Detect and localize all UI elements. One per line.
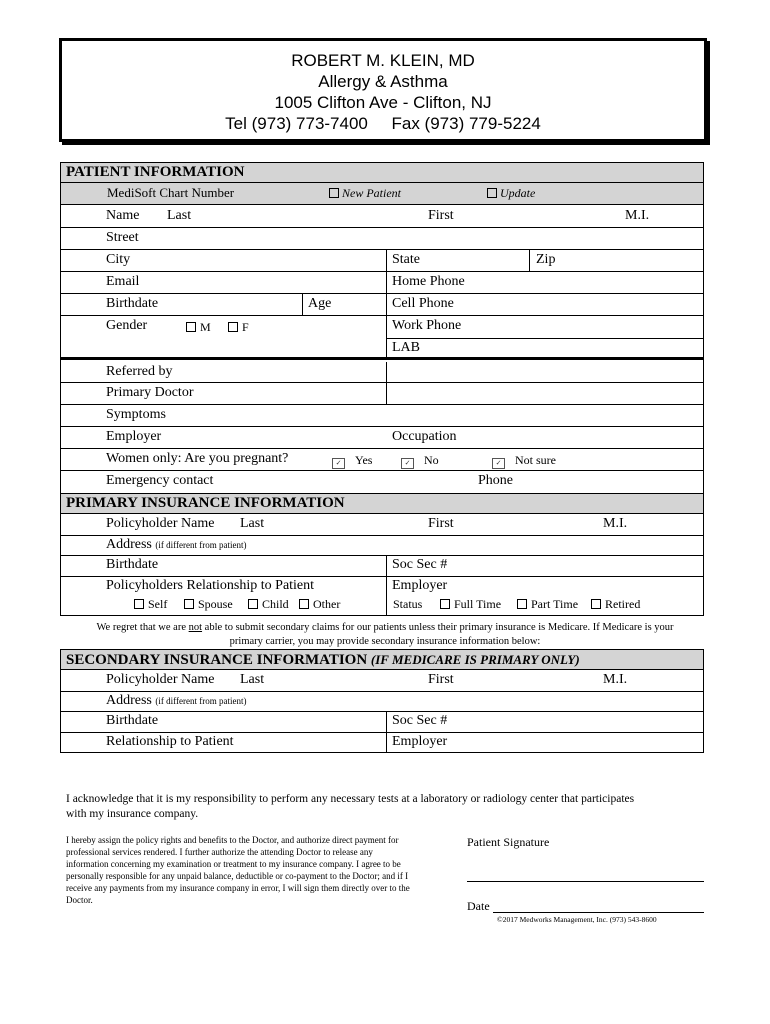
- symptoms-row[interactable]: [60, 405, 704, 427]
- secondary-birthdate-row[interactable]: [60, 712, 704, 733]
- retired-option[interactable]: Retired: [591, 597, 640, 612]
- cell-phone-label: Cell Phone: [392, 296, 454, 311]
- pregnant-row[interactable]: [60, 449, 704, 471]
- child-option[interactable]: Child: [248, 597, 289, 612]
- emergency-row[interactable]: [60, 471, 704, 493]
- checkbox-icon[interactable]: ✓: [492, 458, 505, 469]
- zip-label: Zip: [536, 252, 556, 267]
- gender-m-checkbox[interactable]: [186, 322, 196, 332]
- pregnant-yes-option[interactable]: ✓ Yes: [332, 453, 372, 469]
- part-time-checkbox[interactable]: [517, 599, 527, 609]
- employer-label: Employer: [392, 734, 448, 749]
- mi-label: M.I.: [625, 208, 650, 223]
- spouse-option[interactable]: Spouse: [184, 597, 233, 612]
- patient-section-title: PATIENT INFORMATION: [60, 162, 704, 183]
- lab-row[interactable]: [60, 338, 704, 360]
- referred-row[interactable]: [60, 362, 704, 383]
- work-phone-label: Work Phone: [392, 318, 462, 333]
- city-label: City: [106, 252, 131, 267]
- employer-label: Employer: [106, 429, 162, 444]
- spouse-checkbox[interactable]: [184, 599, 194, 609]
- emergency-contact-label: Emergency contact: [106, 473, 214, 488]
- status-label: Status: [393, 597, 423, 611]
- child-checkbox[interactable]: [248, 599, 258, 609]
- referred-by-label: Referred by: [106, 364, 173, 379]
- address-label: Address (if different from patient): [106, 537, 247, 552]
- assignment-text: I hereby assign the policy rights and benefits to the Doctor, and authorize direct payment for professional services rendered. I further authorize the attending Doctor to release any information concerning my examination or treatment to my insurance company. I agree to be personally responsible for any unpaid balance, deductible or co-payment to the Doctor; and if I receive any payments from my insurance company in error, I will sign them directly over to the Doctor.: [66, 835, 410, 905]
- checkbox-icon[interactable]: ✓: [401, 458, 414, 469]
- mi-label: M.I.: [603, 516, 628, 531]
- symptoms-label: Symptoms: [106, 407, 166, 422]
- primary-doctor-row[interactable]: [60, 383, 704, 405]
- email-row[interactable]: [60, 272, 704, 294]
- policyholder-label: Policyholder Name: [106, 516, 215, 531]
- first-label: First: [428, 672, 454, 687]
- date-label: Date: [467, 899, 490, 913]
- birthdate-label: Birthdate: [106, 296, 159, 311]
- gender-label: Gender: [106, 318, 148, 333]
- secondary-address-row[interactable]: [60, 692, 704, 712]
- date-line[interactable]: [493, 912, 704, 913]
- first-label: First: [428, 208, 454, 223]
- chart-number-bar: [60, 183, 704, 205]
- relationship-label: Relationship to Patient: [106, 734, 234, 749]
- gender-m-option[interactable]: M: [186, 320, 211, 335]
- soc-sec-label: Soc Sec #: [392, 713, 448, 728]
- update-checkbox[interactable]: [487, 188, 497, 198]
- doctor-name: ROBERT M. KLEIN, MD: [291, 51, 475, 70]
- primary-policyholder-row[interactable]: [60, 514, 704, 536]
- acknowledge-text: I acknowledge that it is my responsibility to perform any necessary tests at a laboratory or radiology center that participates with my insurance company.: [66, 793, 635, 820]
- new-patient-option[interactable]: New Patient: [329, 183, 401, 203]
- primary-address-row[interactable]: [60, 536, 704, 556]
- pregnant-label: Women only: Are you pregnant?: [106, 451, 289, 466]
- self-checkbox[interactable]: [134, 599, 144, 609]
- secondary-relationship-row[interactable]: [60, 733, 704, 753]
- self-option[interactable]: Self: [134, 597, 167, 612]
- last-label: Last: [167, 208, 192, 223]
- other-option[interactable]: Other: [299, 597, 340, 612]
- birthdate-row[interactable]: [60, 294, 704, 316]
- contact-numbers: Tel (973) 773-7400 Fax (973) 779-5224: [225, 114, 541, 133]
- name-row[interactable]: [60, 206, 704, 228]
- birthdate-label: Birthdate: [106, 713, 159, 728]
- last-label: Last: [240, 672, 265, 687]
- update-option[interactable]: Update: [487, 183, 535, 203]
- secondary-insurance-title: SECONDARY INSURANCE INFORMATION (IF MEDICARE IS PRIMARY ONLY): [60, 649, 704, 670]
- new-patient-checkbox[interactable]: [329, 188, 339, 198]
- checkbox-icon[interactable]: ✓: [332, 458, 345, 469]
- occupation-label: Occupation: [392, 429, 457, 444]
- email-label: Email: [106, 274, 140, 289]
- part-time-option[interactable]: Part Time: [517, 597, 578, 612]
- primary-doctor-label: Primary Doctor: [106, 385, 194, 400]
- city-row[interactable]: [60, 250, 704, 272]
- full-time-checkbox[interactable]: [440, 599, 450, 609]
- relationship-label: Policyholders Relationship to Patient: [106, 578, 315, 593]
- policyholder-label: Policyholder Name: [106, 672, 215, 687]
- patient-signature-label: Patient Signature: [467, 835, 550, 849]
- lab-label: LAB: [392, 340, 420, 355]
- retired-checkbox[interactable]: [591, 599, 601, 609]
- primary-insurance-title: PRIMARY INSURANCE INFORMATION: [60, 493, 704, 514]
- full-time-option[interactable]: Full Time: [440, 597, 501, 612]
- primary-relationship-row[interactable]: [60, 577, 704, 616]
- secondary-policyholder-row[interactable]: [60, 670, 704, 692]
- last-label: Last: [240, 516, 265, 531]
- specialty: Allergy & Asthma: [318, 72, 448, 91]
- signature-line[interactable]: [467, 881, 704, 882]
- secondary-notice: We regret that we are not able to submit secondary claims for our patients unless their primary insurance is Medicare. If Medicare is your primary carrier, you may provide secondary insurance information below:: [96, 622, 674, 647]
- other-checkbox[interactable]: [299, 599, 309, 609]
- soc-sec-label: Soc Sec #: [392, 557, 448, 572]
- gender-row[interactable]: [60, 316, 704, 338]
- gender-f-option[interactable]: F: [228, 320, 249, 335]
- state-label: State: [392, 252, 420, 267]
- home-phone-label: Home Phone: [392, 274, 465, 289]
- street-row[interactable]: [60, 228, 704, 250]
- mi-label: M.I.: [603, 672, 628, 687]
- address-label: Address (if different from patient): [106, 693, 247, 708]
- emergency-phone-label: Phone: [478, 473, 513, 488]
- street-label: Street: [106, 230, 139, 245]
- primary-birthdate-row[interactable]: [60, 556, 704, 577]
- address: 1005 Clifton Ave - Clifton, NJ: [274, 93, 492, 112]
- copyright-text: ©2017 Medworks Management, Inc. (973) 543-8600: [497, 915, 657, 924]
- pregnant-not-sure-option[interactable]: ✓ Not sure: [492, 453, 556, 469]
- pregnant-no-option[interactable]: ✓ No: [401, 453, 439, 469]
- employer-row[interactable]: [60, 427, 704, 449]
- employer-label: Employer: [392, 578, 448, 593]
- gender-f-checkbox[interactable]: [228, 322, 238, 332]
- age-label: Age: [308, 296, 332, 311]
- chart-number-label: MediSoft Chart Number: [107, 185, 235, 200]
- practice-header: [59, 38, 707, 142]
- first-label: First: [428, 516, 454, 531]
- name-label: Name: [106, 208, 140, 223]
- birthdate-label: Birthdate: [106, 557, 159, 572]
